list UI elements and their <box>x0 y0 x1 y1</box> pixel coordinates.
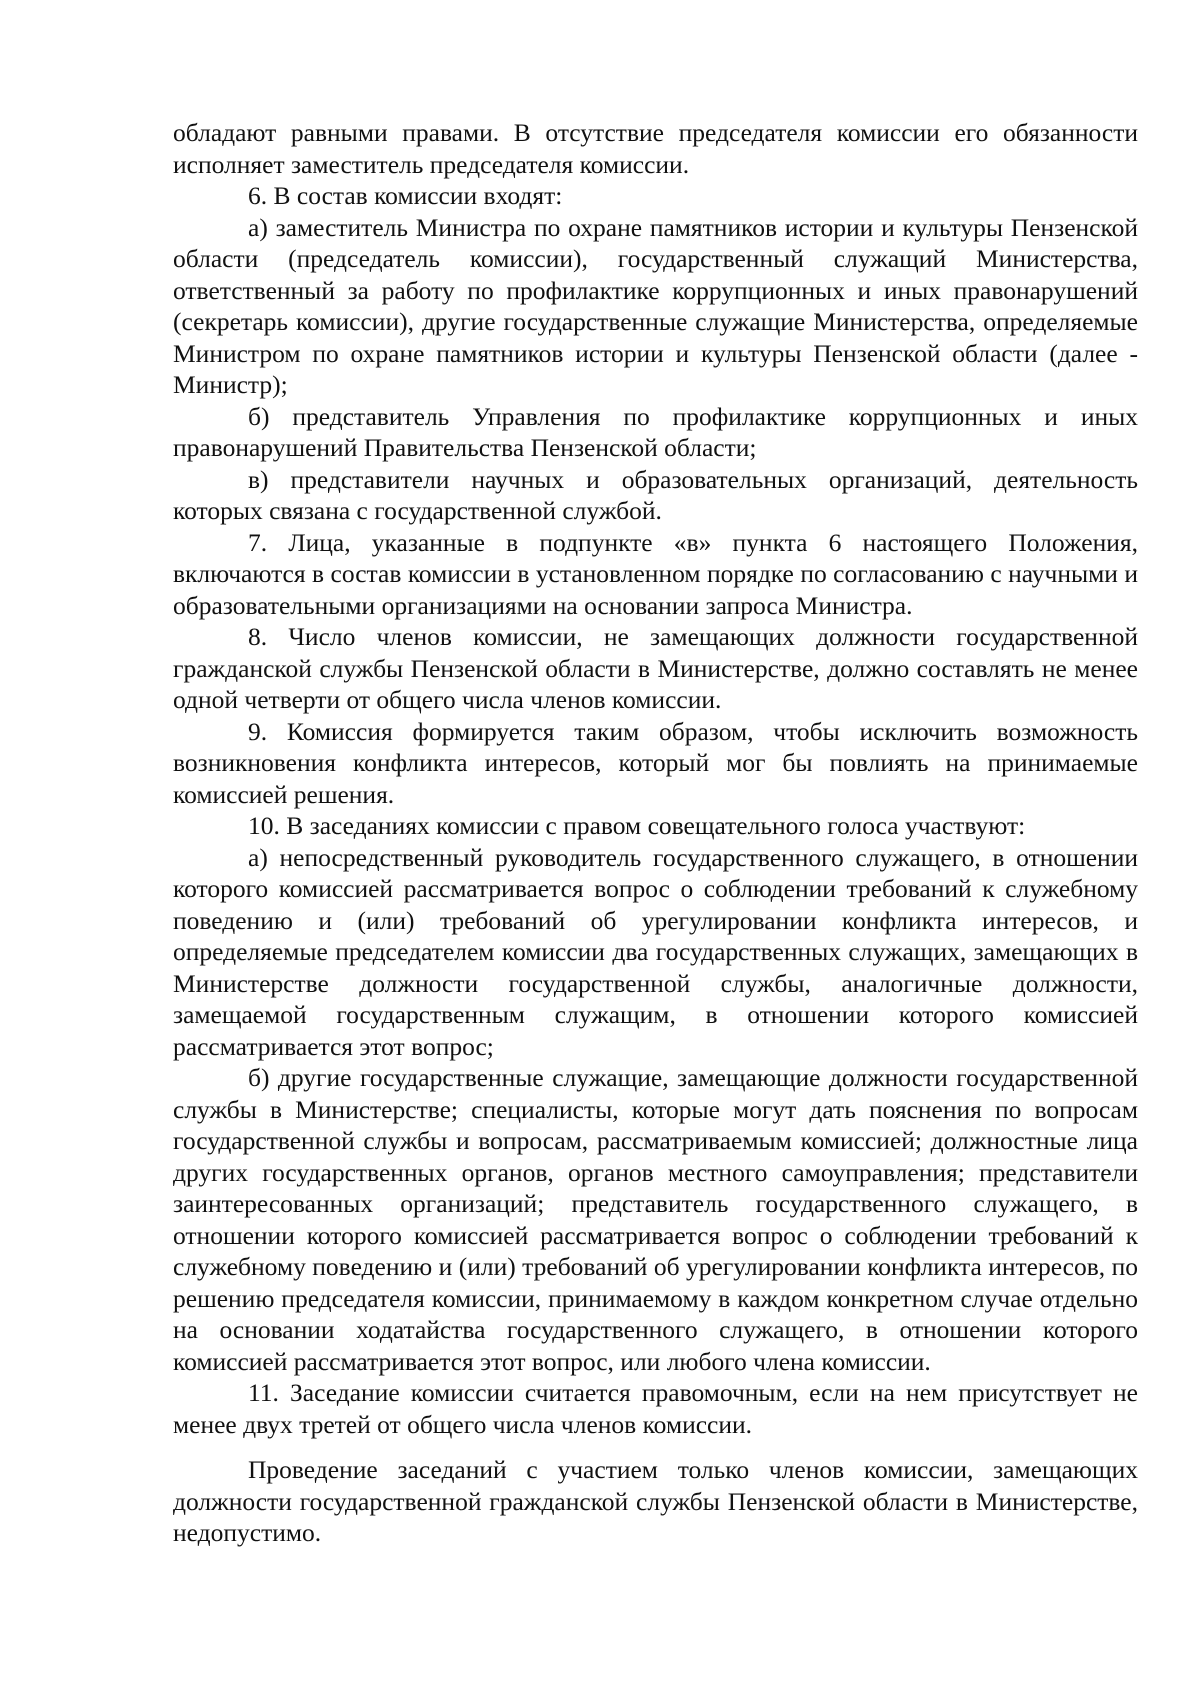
paragraph-item-11-note: Проведение заседаний с участием только членов комиссии, замещающих должности государственной гражданской службы Пензенской области в Министерстве, недопустимо. <box>173 1455 1138 1547</box>
paragraph-item-6v: в) представители научных и образовательных организаций, деятельность которых связана с государственной службой. <box>173 464 1138 525</box>
paragraph-item-6: 6. В состав комиссии входят: <box>248 181 563 210</box>
paragraph-item-6b: б) представитель Управления по профилактике коррупционных и иных правонарушений Правительства Пензенской области; <box>173 401 1138 462</box>
paragraph-item-10b: б) другие государственные служащие, замещающие должности государственной службы в Министерстве; специалисты, которые могут дать пояснения по вопросам государственной службы и вопросам, рассматриваемым комиссией; должностные лица других государственных органов, органов местного самоуправления; представители заинтересованных организаций; представитель государственного служащего, в отношении которого комиссией рассматривается вопрос о соблюдении требований к служебному поведению и (или) требований об урегулировании конфликта интересов, по решению председателя комиссии, принимаемому в каждом конкретном случае отдельно на основании ходатайства государственного служащего, в отношении которого комиссией рассматривается этот вопрос, или любого члена комиссии. <box>173 1063 1138 1376</box>
paragraph-item-10a: а) непосредственный руководитель государственного служащего, в отношении которого комиссией рассматривается вопрос о соблюдении требований к служебному поведению и (или) требований об урегулировании конфликта интересов, и определяемые председателем комиссии два государственных служащих, замещающих в Министерстве должности государственной службы, аналогичные должности, замещаемой государственным служащим, в отношении которого комиссией рассматривается этот вопрос; <box>173 842 1138 1061</box>
paragraph-continuation: обладают равными правами. В отсутствие председателя комиссии его обязанности исполняет заместитель председателя комиссии. <box>173 118 1138 179</box>
document-page <box>173 117 1138 1549</box>
paragraph-item-11: 11. Заседание комиссии считается правомочным, если на нем присутствует не менее двух третей от общего числа членов комиссии. <box>173 1378 1138 1439</box>
paragraph-item-7: 7. Лица, указанные в подпункте «в» пункта 6 настоящего Положения, включаются в состав комиссии в установленном порядке по согласованию с научными и образовательными организациями на основании запроса Министра. <box>173 527 1138 620</box>
paragraph-item-9: 9. Комиссия формируется таким образом, чтобы исключить возможность возникновения конфликта интересов, который мог бы повлиять на принимаемые комиссией решения. <box>173 716 1138 809</box>
paragraph-item-10: 10. В заседаниях комиссии с правом совещательного голоса участвуют: <box>248 811 1026 840</box>
paragraph-item-8: 8. Число членов комиссии, не замещающих должности государственной гражданской службы Пензенской области в Министерстве, должно составлять не менее одной четверти от общего числа членов комиссии. <box>173 622 1138 714</box>
paragraph-item-6a: а) заместитель Министра по охране памятников истории и культуры Пензенской области (председатель комиссии), государственный служащий Министерства, ответственный за работу по профилактике коррупционных и иных правонарушений (секретарь комиссии), другие государственные служащие Министерства, определяемые Министром по охране памятников истории и культуры Пензенской области (далее - Министр); <box>173 212 1138 399</box>
